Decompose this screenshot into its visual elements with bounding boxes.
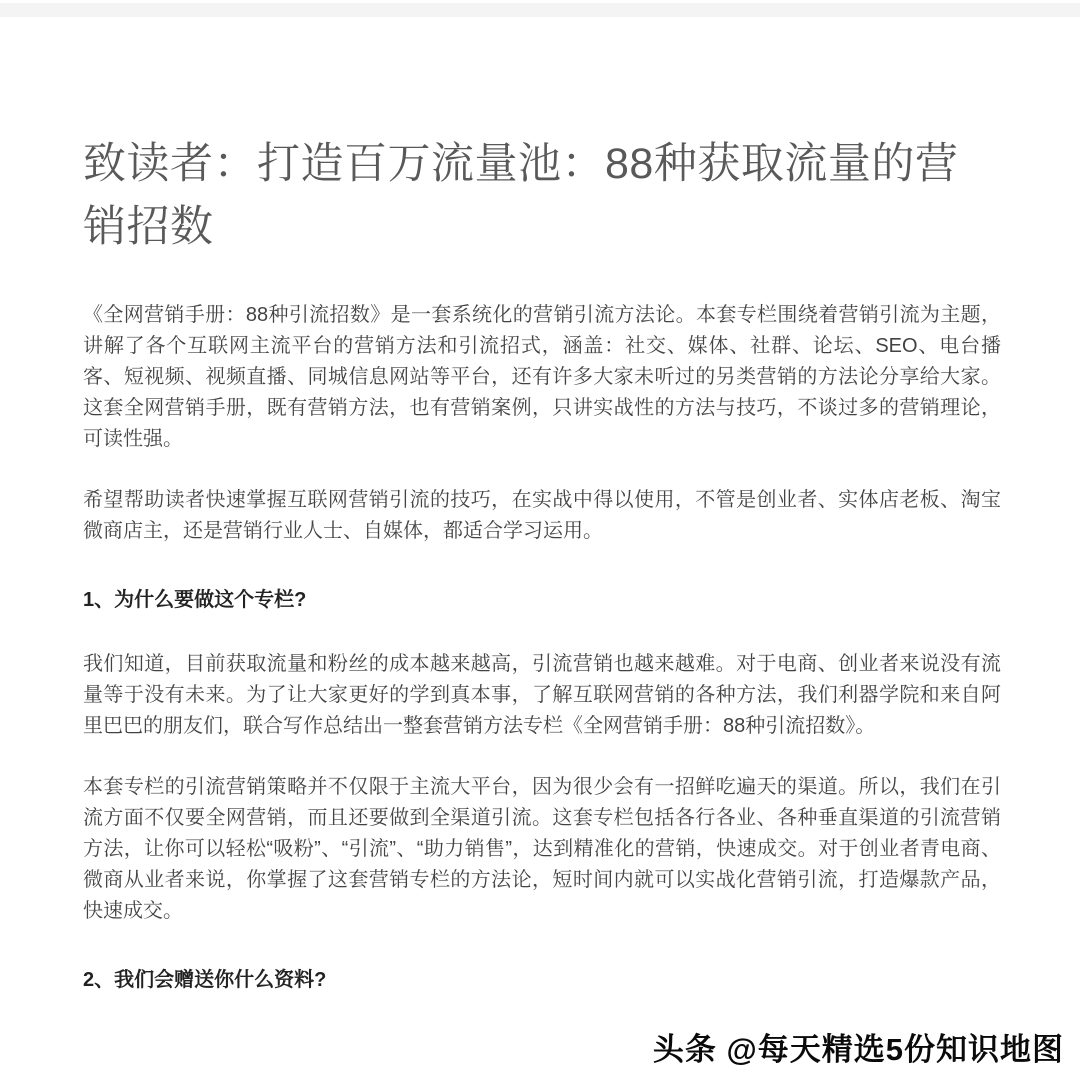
section-heading-1: 1、为什么要做这个专栏? [83, 589, 307, 611]
intro-paragraph-2: 希望帮助读者快速掌握互联网营销引流的技巧，在实战中得以使用，不管是创业者、实体店老板、淘宝微商店主，还是营销行业人士、自媒体，都适合学习运用。 [83, 489, 1001, 542]
section-heading-2: 2、我们会赠送你什么资料? [83, 969, 327, 991]
article-content [83, 0, 1001, 996]
section1-paragraph-2: 本套专栏的引流营销策略并不仅限于主流大平台，因为很少会有一招鲜吃遍天的渠道。所以，我们在引流方面不仅要全网营销，而且还要做到全渠道引流。这套专栏包括各行各业、各种垂直渠道的引流营销方法，让你可以轻松“吸粉”、“引流”、“助力销售”，达到精准化的营销，快速成交。对于创业者青电商、微商从业者来说，你掌握了这套营销专栏的方法论，短时间内就可以实战化营销引流，打造爆款产品，快速成交。 [83, 776, 1001, 922]
toutiao-watermark: 头条 @每天精选5份知识地图 [652, 1032, 1064, 1067]
section1-paragraph-1: 我们知道，目前获取流量和粉丝的成本越来越高，引流营销也越来越难。对于电商、创业者来说没有流量等于没有未来。为了让大家更好的学到真本事，了解互联网营销的各种方法，我们利器学院和来自阿里巴巴的朋友们，联合写作总结出一整套营销方法专栏《全网营销手册：88种引流招数》。 [83, 653, 1001, 737]
intro-paragraph-1: 《全网营销手册：88种引流招数》是一套系统化的营销引流方法论。本套专栏围绕着营销引流为主题，讲解了各个互联网主流平台的营销方法和引流招式，涵盖：社交、媒体、社群、论坛、SEO、电台播客、短视频、视频直播、同城信息网站等平台，还有许多大家未听过的另类营销的方法论分享给大家。这套全网营销手册，既有营销方法，也有营销案例，只讲实战性的方法与技巧，不谈过多的营销理论，可读性强。 [83, 304, 1001, 450]
article-title: 致读者：打造百万流量池：88种获取流量的营销招数 [83, 140, 959, 251]
